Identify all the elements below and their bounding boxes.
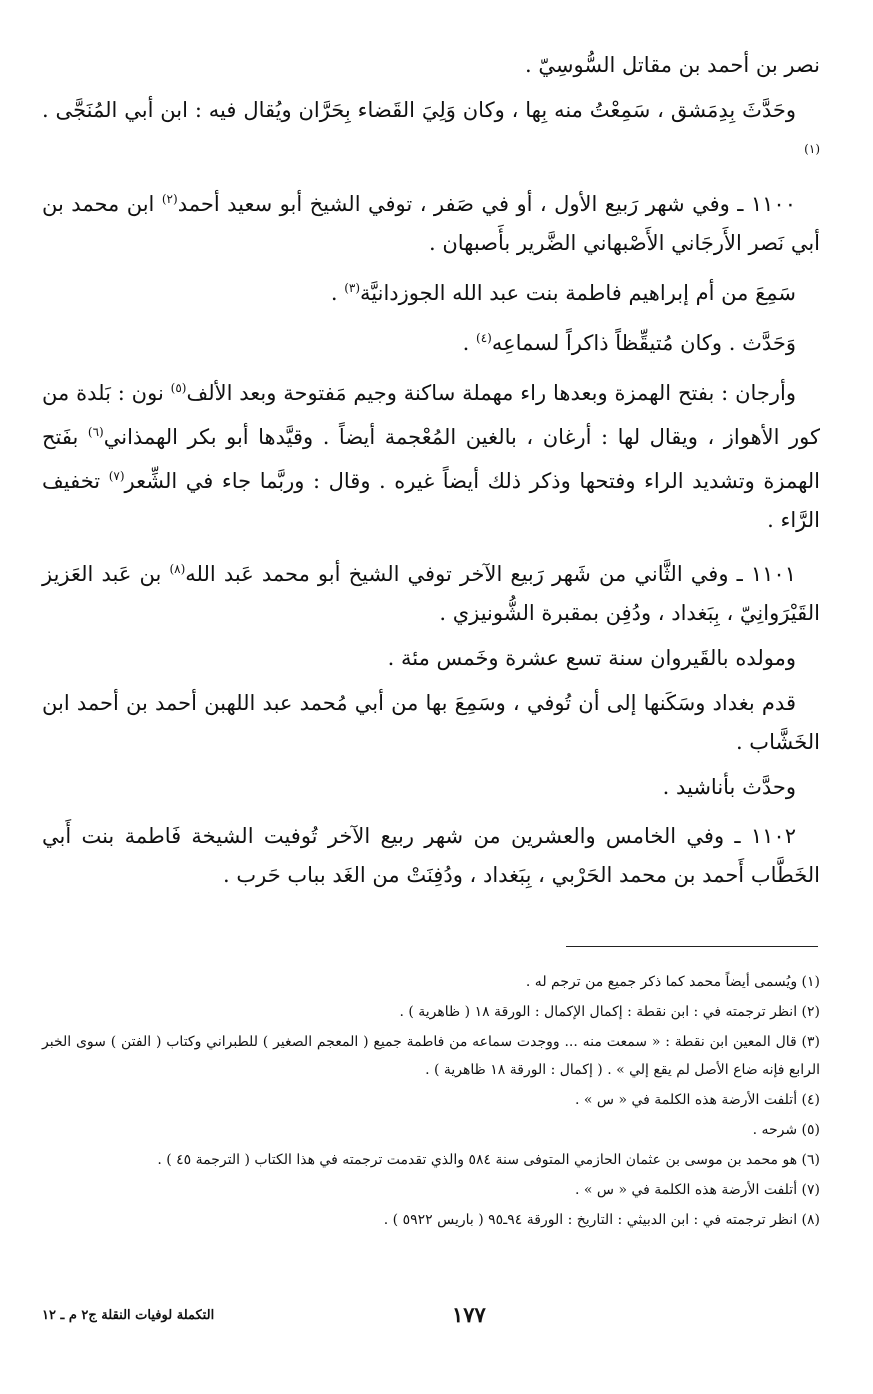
page-footer — [42, 1302, 820, 1332]
entry-1101 — [42, 550, 820, 633]
footnote-8: (٨) انظر ترجمته في : ابن الدبيثي : التاريخ : الورقة ٩٤ـ٩٥ ( باريس ٥٩٢٢ ) . — [383, 1212, 820, 1228]
footnote-4: (٤) أتلفت الأرضة هذه الكلمة في « س » . — [574, 1092, 820, 1108]
footnote-ref: (٤) — [476, 331, 492, 345]
footnote-3: (٣) قال المعين ابن نقطة : « سمعت منه ... ووجدت سماعه من فاطمة جميع ( المعجم الصغير ) للطبراني وكتاب ( الفتن ) سوى الخبر الرابع فإنه ضاع الأصل لم يقع إلي » . ( إكمال : الورقة ١٨ ظاهرية ) . — [42, 1034, 820, 1078]
footnote-1: (١) ويُسمى أيضاً محمد كما ذكر جميع من ترجم له . — [525, 974, 820, 990]
footnote-6: (٦) هو محمد بن موسى بن عثمان الحازمي المتوفى سنة ٥٨٤ والذي تقدمت ترجمته في هذا الكتاب ( الترجمة ٤٥ ) . — [157, 1152, 820, 1168]
paragraph — [42, 269, 820, 313]
footnote-2: (٢) انظر ترجمته في : ابن نقطة : إكمال الإكمال : الورقة ١٨ ( ظاهرية ) . — [399, 1004, 820, 1020]
paragraph — [42, 46, 820, 85]
footnote-5: (٥) شرحه . — [752, 1122, 820, 1138]
entry-1100 — [42, 180, 820, 263]
paragraph-text: ١١٠٢ ـ وفي الخامس والعشرين من شهر ربيع الآخر تُوفيت الشيخة فَاطمة بنت أَبي الخَطَّاب أَحمد بن محمد الحَرْبي ، بِبَغداد ، ودُفِنَتْ من الغَد بباب حَرب . — [42, 824, 820, 887]
footnotes — [42, 968, 820, 1236]
paragraph — [42, 91, 820, 174]
paragraph-text: ١١٠٠ ـ وفي شهر رَبيع الأول ، أو في صَفر ، توفي الشيخ أبو سعيد أحمد — [177, 192, 796, 216]
paragraph — [42, 319, 820, 363]
footnote-ref: (١) — [804, 142, 820, 156]
paragraph-text: بفَتح الهمزة وتشديد الراء وفتحها وذكر ذلك أيضاً غيره . وقال : وربَّما جاء في الشِّعر — [42, 425, 821, 493]
paragraph-text: ١١٠١ ـ وفي الثَّاني من شَهر رَبيع الآخر توفي الشيخ أبو محمد عَبد الله — [185, 562, 796, 586]
paragraph-text: وحدَّث بأناشيد . — [662, 775, 796, 799]
paragraph-text: . — [330, 281, 345, 305]
page-number: ١٧٧ — [452, 1302, 486, 1327]
paragraph-text: نصر بن أحمد بن مقاتل السُّوسِيّ . — [525, 53, 820, 77]
footnote-ref: (٧) — [108, 469, 125, 483]
paragraph-text: تخفيف الرَّاء . — [42, 469, 820, 532]
main-text — [42, 46, 820, 901]
footnote-ref: (٢) — [161, 192, 178, 206]
footnote-ref: (٨) — [169, 562, 186, 576]
paragraph-text: قدم بغداد وسَكَنها إلى أن تُوفي ، وسَمِعَ بها من أبي مُحمد عبد اللهبن أحمد بن أحمد ابن الخَشَّاب . — [42, 691, 820, 754]
paragraph-text: وأرجان : بفتح الهمزة وبعدها راء مهملة ساكنة وجيم مَفتوحة وبعد الألف — [186, 381, 796, 405]
footnote-divider — [566, 946, 818, 947]
footnote-7: (٧) أتلفت الأرضة هذه الكلمة في « س » . — [574, 1182, 820, 1198]
paragraph-text: سَمِعَ من أم إبراهيم فاطمة بنت عبد الله الجوزدانيَّة — [360, 281, 796, 305]
footnote-ref: (٥) — [170, 381, 187, 395]
paragraph-text: بن عَبد العَزيز القَيْرَوانِيّ ، بِبَغداد ، ودُفِن بمقبرة الشُّونيزي . — [42, 562, 820, 625]
entry-1102 — [42, 817, 820, 895]
paragraph-text: وحَدَّثَ بِدِمَشق ، سَمِعْتُ منه بِها ، وكان وَلِيَ القَضاء بِحَرَّان ويُقال فيه : ابن أبي المُنَجَّى . — [42, 98, 796, 122]
footnote-ref: (٣) — [344, 281, 361, 295]
paragraph-text: وَحَدَّث . وكان مُتيقِّظاً ذاكراً لسماعِه — [491, 331, 796, 355]
running-title: التكملة لوفيات النقلة ج٢ م ـ ١٢ — [42, 1308, 215, 1323]
footnote-ref: (٦) — [87, 425, 104, 439]
paragraph — [42, 768, 820, 807]
paragraph — [42, 639, 820, 678]
paragraph-text: ومولده بالقَيروان سنة تسع عشرة وخَمس مئة . — [387, 646, 796, 670]
paragraph-text: نون : بَلدة من كور الأهواز ، ويقال لها : أرغان ، بالغين المُعْجمة أيضاً . وقيَّدها أبو بكر الهمذاني — [42, 381, 820, 449]
paragraph — [42, 369, 820, 540]
paragraph — [42, 684, 820, 762]
paragraph-text: ابن محمد بن أبي نَصر الأَرجَاني الأَصْبهاني الضَّرير بأَصبهان . — [42, 192, 820, 255]
paragraph-text: . — [462, 331, 476, 355]
